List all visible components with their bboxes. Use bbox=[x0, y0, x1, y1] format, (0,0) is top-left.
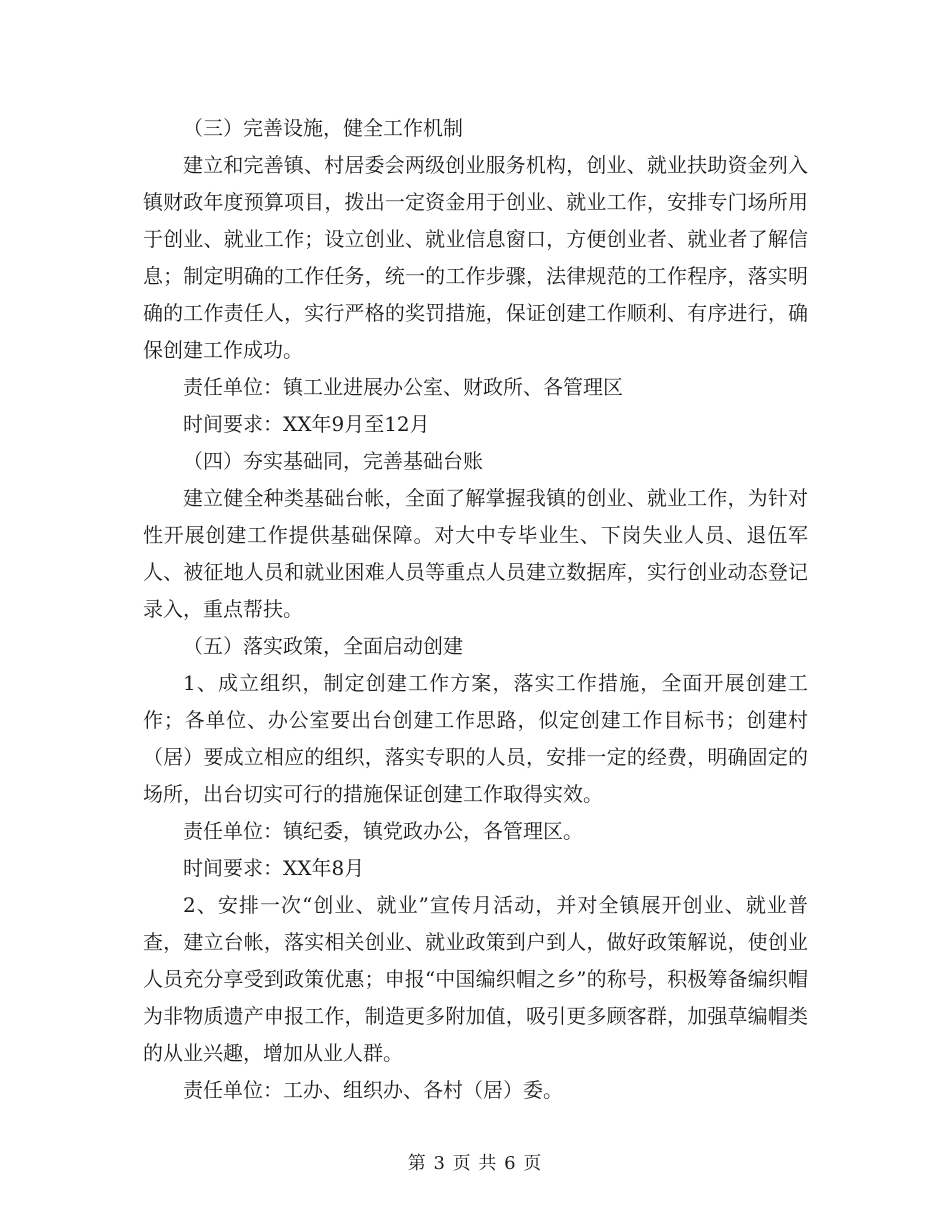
section-heading-4: （四）夯实基础同，完善基础台账 bbox=[183, 449, 483, 473]
page-number: 第 3 页 共 6 页 bbox=[407, 1153, 543, 1174]
responsible-unit-5-2: 责任单位：工办、组织办、各村（居）委。 bbox=[183, 1078, 563, 1102]
section-heading-3: （三）完善设施，健全工作机制 bbox=[183, 116, 463, 140]
section-heading-5: （五）落实政策，全面启动创建 bbox=[183, 634, 463, 658]
paragraph-publicity: 2、安排一次“创业、就业”宣传月活动，并对全镇展开创业、就业普查，建立台帐，落实相关创业、就业政策到户到人，做好政策解说，使创业人员充分享受到政策优惠；申报“中国编织帽之乡”的称号，积极筹备编织帽为非物质遗产申报工作，制造更多附加值，吸引更多顾客群，加强草编帽类的从业兴趣，增加从业人群。 bbox=[143, 893, 808, 1065]
paragraph-facilities: 建立和完善镇、村居委会两级创业服务机构，创业、就业扶助资金列入镇财政年度预算项目，拨出一定资金用于创业、就业工作，安排专门场所用于创业、就业工作；设立创业、就业信息窗口，方便创业者、就业者了解信息；制定明确的工作任务，统一的工作步骤，法律规范的工作程序，落实明确的工作责任人，实行严格的奖罚措施，保证创建工作顺利、有序进行，确保创建工作成功。 bbox=[143, 153, 808, 362]
time-requirement-3: 时间要求：XX年9月至12月 bbox=[183, 412, 430, 436]
paragraph-ledger: 建立健全种类基础台帐，全面了解掌握我镇的创业、就业工作，为针对性开展创建工作提供基础保障。对大中专毕业生、下岗失业人员、退伍军人、被征地人员和就业困难人员等重点人员建立数据库，实行创业动态登记录入，重点帮扶。 bbox=[143, 486, 808, 621]
responsible-unit-5-1: 责任单位：镇纪委，镇党政办公，各管理区。 bbox=[183, 819, 583, 843]
time-requirement-5-1: 时间要求：XX年8月 bbox=[183, 856, 365, 880]
document-body bbox=[143, 110, 808, 1109]
responsible-unit-3: 责任单位：镇工业进展办公室、财政所、各管理区 bbox=[183, 375, 623, 399]
paragraph-organization: 1、成立组织，制定创建工作方案，落实工作措施，全面开展创建工作；各单位、办公室要出台创建工作思路，似定创建工作目标书；创建村（居）要成立相应的组织，落实专职的人员，安排一定的经费，明确固定的场所，出台切实可行的措施保证创建工作取得实效。 bbox=[143, 671, 808, 806]
